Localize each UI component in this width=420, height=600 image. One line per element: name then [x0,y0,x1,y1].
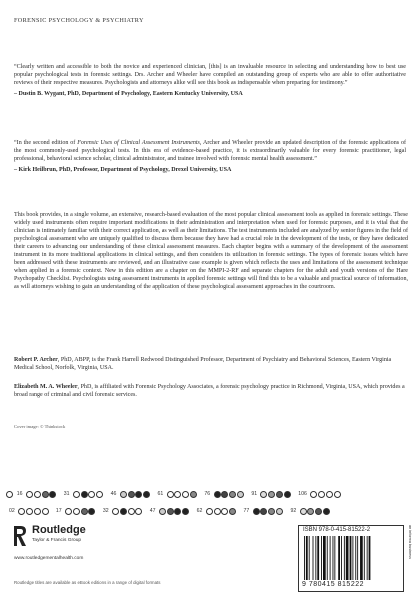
barcode-bar [333,536,334,580]
publisher-name: Routledge [32,524,86,536]
calibration-dot [18,508,25,515]
barcode-bar [355,536,356,580]
barcode-bar [317,536,319,580]
calibration-dot [112,508,119,515]
calibration-number: 47 [149,508,156,514]
calibration-number: 62 [196,508,203,514]
calibration-dot [135,508,142,515]
barcode-bar [309,536,310,580]
calibration-group [61,491,104,498]
calibration-group [194,508,237,515]
quote-attribution: – Dustin B. Wygant, PhD, Department of Psychology, Eastern Kentucky University, USA [14,90,243,97]
barcode-bar [367,536,368,580]
calibration-dot [237,491,244,498]
calibration-dot [96,491,103,498]
color-calibration-bar-2 [6,505,416,517]
calibration-dot [42,508,49,515]
publisher-logo [12,522,122,554]
calibration-dot [81,508,88,515]
calibration-number: 46 [110,491,117,497]
barcode-bar [338,536,340,580]
calibration-dot [159,508,166,515]
author-bio-2 [14,384,408,400]
barcode-bar [323,536,326,580]
barcode-bar [321,536,322,580]
routledge-r-icon [12,524,28,548]
calibration-group [6,491,57,498]
calibration-dot [182,508,189,515]
calibration-dot [26,491,33,498]
calibration-group [287,508,330,515]
calibration-dot [214,508,221,515]
calibration-dot [260,508,267,515]
calibration-number: 02 [9,508,15,514]
barcode-bar [344,536,345,580]
calibration-dot [221,491,228,498]
calibration-dot [42,491,49,498]
calibration-number: 106 [298,491,307,497]
calibration-group [100,508,143,515]
author-bio-text: , PhD, ABPP, is the Frank Harrell Redwood Distinguished Professor, Department of Psychiatry and Behavioral Sciences, Eastern Virginia Medical School, Norfolk, Virginia, USA. [14,357,392,371]
calibration-dot [221,508,228,515]
author-name: Elizabeth M. A. Wheeler [14,384,78,390]
calibration-dot [88,491,95,498]
calibration-dot [276,491,283,498]
calibration-dot [268,508,275,515]
barcode-bar [306,536,308,580]
calibration-dot [128,491,135,498]
calibration-dot [190,491,197,498]
isbn-barcode [298,525,404,592]
publisher-url: www.routledgementalhealth.com [14,556,84,561]
calibration-dot [253,508,260,515]
endorsement-quote-2 [14,140,406,175]
calibration-dot [120,491,127,498]
calibration-dot [206,508,213,515]
calibration-number: 77 [243,508,250,514]
calibration-number: 16 [16,491,23,497]
calibration-dot [34,491,41,498]
calibration-dot [143,491,150,498]
calibration-dot [174,508,181,515]
barcode-bar [346,536,349,580]
calibration-dot [128,508,135,515]
calibration-dot [81,491,88,498]
calibration-number: 92 [290,508,297,514]
calibration-group [241,508,284,515]
barcode-bar [313,536,314,580]
calibration-group [53,508,96,515]
calibration-dot [182,491,189,498]
calibration-dot [167,508,174,515]
author-name: Robert P. Archer [14,357,58,363]
author-bio-1 [14,357,408,373]
barcode-bar [357,536,358,580]
author-bio-text: , PhD, is affiliated with Forensic Psychology Associates, a forensic psychology practice in Richmond, Virginia, USA, which provides a broad range of criminal and civil forensic services. [14,384,405,398]
calibration-dot [323,508,330,515]
calibration-dot [318,491,325,498]
calibration-dot [260,491,267,498]
ebook-note: Routledge titles are available as eBook editions in a range of digital formats [14,580,161,585]
isbn-label: ISBN 978-0-415-81522-2 [303,527,371,533]
informa-side-text [408,525,416,585]
calibration-dot [73,491,80,498]
calibration-dot [229,508,236,515]
barcode-bar [334,536,335,580]
barcode-bar [304,536,305,580]
informa-label: an informa business [408,525,412,559]
calibration-dot [6,491,13,498]
calibration-dot [268,491,275,498]
calibration-dot [167,491,174,498]
barcode-bar [315,536,316,580]
calibration-dot [276,508,283,515]
barcode-bars [303,536,399,580]
calibration-dot [334,491,341,498]
calibration-dot [34,508,41,515]
barcode-bar [364,536,365,580]
barcode-bar [330,536,331,580]
calibration-dot [26,508,33,515]
calibration-dot [307,508,314,515]
calibration-group [6,508,49,515]
calibration-group [108,491,151,498]
calibration-dot [135,491,142,498]
barcode-bar [341,536,342,580]
calibration-group [201,491,244,498]
quote-text: “Clearly written and accessible to both the novice and experienced clinician, [this] is an invaluable resource in selecting and understanding how to best use popular psychological tests in forensic settings. Drs. Archer and Wheeler have compiled an outstanding group of experts who are able to offer authoritative reviews of their respective measures. Psychologists and attorneys alike will see this book as indispensable when preparing for testimony.” [14,64,406,86]
calibration-dot [229,491,236,498]
calibration-dot [214,491,221,498]
calibration-number: 32 [102,508,109,514]
calibration-group [155,491,198,498]
calibration-dot [300,508,307,515]
calibration-dot [88,508,95,515]
barcode-bar [350,536,352,580]
calibration-group [295,491,341,498]
calibration-group [147,508,190,515]
barcode-bar [360,536,363,580]
series-title: FORENSIC PSYCHOLOGY & PSYCHIATRY [14,17,144,24]
calibration-dot [65,508,72,515]
barcode-number: 9 780415 815222 [302,581,364,588]
calibration-number: 61 [157,491,164,497]
calibration-dot [49,491,56,498]
calibration-number: 91 [251,491,258,497]
calibration-dot [310,491,317,498]
quote-attribution: – Kirk Heilbrun, PhD, Professor, Department of Psychology, Drexel University, USA [14,166,232,173]
calibration-dot [174,491,181,498]
calibration-dot [284,491,291,498]
barcode-bar [327,536,328,580]
barcode-bar [352,536,353,580]
publisher-group: Taylor & Francis Group [32,538,82,543]
quote-text-end: , Archer and Wheeler provide an updated description of the forensic applications of the most commonly-used psychological tests. In this era of evidence-based practice, it is extraordinarily valuable for every forensic practitioner, legal professional, behavioral science scholar, clinical administrator, and trainee involved with forensic mental health assessment.” [14,140,406,162]
calibration-dot [73,508,80,515]
cover-image-credit: Cover image: © Thinkstock [14,424,66,429]
color-calibration-bar-1 [6,488,416,500]
quote-text-start: “In the second edition of [14,140,78,146]
calibration-dot [120,508,127,515]
barcode-bar [369,536,371,580]
calibration-dot [315,508,322,515]
calibration-number: 31 [63,491,70,497]
calibration-number: 76 [204,491,211,497]
calibration-dot [326,491,333,498]
quote-book-title: Forensic Uses of Clinical Assessment Instruments [77,140,200,146]
endorsement-quote-1 [14,64,406,99]
book-description: This book provides, in a single volume, an extensive, research-based evaluation of the most popular clinical assessment tools as applied in forensic settings. These widely used instruments often require important modifications in their administration and interpretation when used for forensic purposes, and it is vital that the clinician is intimately familiar with their correct application, as well as their limitations. The test instruments included are analyzed by senior figures in the field of psychological assessment who are uniquely qualified to discuss them because they have had a crucial role in the development of the tests, or they have dedicated their careers to advancing our understanding of these clinical assessment measures. Each chapter begins with a summary of the development of the assessment instrument in its more traditional applications in clinical settings, and then considers its utilization in forensic settings. The types of forensic issues which have been addressed with these instruments are reviewed, and an illustrative case example is given which reflects the uses and limitations of the assessment technique when applied in a forensic context. New in this edition are a chapter on the MMPI-2-RF and separate chapters for the adult and youth versions of the Hare Psychopathy Checklist. Psychologists using assessment instruments in applied forensic settings will find this to be a valuable and practical source of information, as will attorneys wishing to gain an understanding of the application of these psychological assessment approaches in the courtroom. [14,212,408,290]
calibration-group [248,491,291,498]
calibration-number: 17 [55,508,62,514]
